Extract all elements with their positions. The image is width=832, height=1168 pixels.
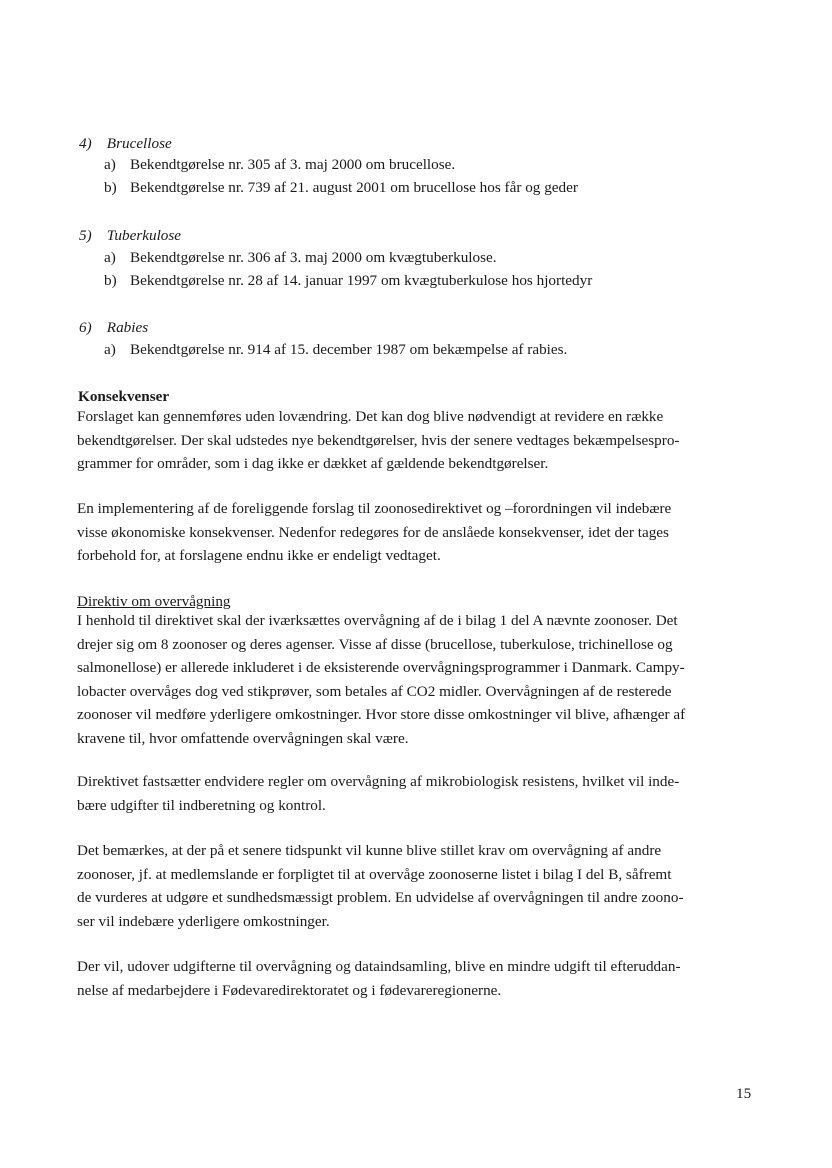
item-text: Bekendtgørelse nr. 306 af 3. maj 2000 om kvægtuberkulose. (130, 249, 497, 266)
list-title: Tuberkulose (106, 227, 182, 244)
item-text: Bekendtgørelse nr. 739 af 21. august 2001 om brucellose hos får og geder (130, 179, 578, 196)
item-text: Bekendtgørelse nr. 28 af 14. januar 1997 om kvægtuberkulose hos hjortedyr (130, 272, 593, 289)
paragraph (77, 770, 757, 817)
list-item (104, 271, 592, 291)
paragraph-line: Direktivet fastsætter endvidere regler om overvågning af mikrobiologisk resistens, hvilket vil inde- (77, 773, 680, 790)
paragraph-line: lobacter overvåges dog ved stikprøver, som betales af CO2 midler. Overvågningen af de resterede (77, 682, 672, 700)
paragraph-line: Forslaget kan gennemføres uden lovændring. Det kan dog blive nødvendigt at revidere en række (77, 408, 664, 425)
paragraph-line: En implementering af de foreliggende forslag til zoonosedirektivet og –forordningen vil indebære (77, 500, 672, 517)
paragraph-line: bekendtgørelser. Der skal udstedes nye bekendtgørelser, hvis der senere vedtages bekæmpelsespro- (77, 431, 680, 449)
paragraph-line: I henhold til direktivet skal der iværksættes overvågning af de i bilag 1 del A nævnte zoonoser. Det (77, 612, 678, 629)
paragraph-line: visse økonomiske konsekvenser. Nedenfor redegøres for de anslåede konsekvenser, idet der tages (77, 523, 669, 541)
paragraph-line: zoonoser vil medføre yderligere omkostninger. Hvor store disse omkostninger vil blive, afhænger af (77, 706, 686, 723)
item-letter: a) (104, 249, 116, 266)
paragraph-line: ser vil indebære yderligere omkostninger. (77, 912, 330, 930)
paragraph (77, 955, 757, 1002)
list-number: 6) (79, 319, 92, 336)
paragraph-line: kravene til, hvor omfattende overvågningen skal være. (77, 729, 409, 747)
paragraph-line: grammer for områder, som i dag ikke er dækket af gældende bekendtgørelser. (77, 455, 549, 472)
list-item (104, 178, 578, 198)
paragraph-line: salmonellose) er allerede inkluderet i de eksisterende overvågningsprogrammer i Danmark. Campy- (77, 659, 685, 676)
item-letter: a) (104, 156, 116, 173)
item-text: Bekendtgørelse nr. 305 af 3. maj 2000 om brucellose. (130, 156, 456, 173)
list-heading-brucellose (79, 134, 172, 154)
paragraph-line: de vurderes at udgøre et sundhedsmæssigt problem. En udvidelse af overvågningen til andre zoono- (77, 889, 684, 906)
paragraph-line: drejer sig om 8 zoonoser og deres agenser. Visse af disse (brucellose, tuberkulose, trichinellose og (77, 635, 673, 653)
list-title: Rabies (106, 319, 149, 336)
list-heading-rabies (79, 318, 148, 338)
paragraph-line: Der vil, udover udgifterne til overvågning og dataindsamling, blive en mindre udgift til efteruddan- (77, 958, 681, 975)
paragraph (77, 405, 757, 476)
list-item (104, 155, 455, 175)
paragraph (77, 497, 757, 568)
paragraph-line: bære udgifter til indberetning og kontrol. (77, 796, 326, 814)
paragraph (77, 609, 757, 750)
item-letter: b) (104, 179, 117, 196)
paragraph (77, 839, 757, 933)
paragraph-line: Det bemærkes, at der på et senere tidspunkt vil kunne blive stillet krav om overvågning af andre (77, 842, 662, 859)
paragraph-line: zoonoser, jf. at medlemslande er forpligtet til at overvåge zoonoserne listet i bilag I del B, såfremt (77, 865, 672, 883)
paragraph-line: nelse af medarbejdere i Fødevaredirektoratet og i fødevareregionerne. (77, 981, 502, 999)
list-item (104, 340, 567, 360)
list-item (104, 248, 497, 268)
paragraph-line: forbehold for, at forslagene endnu ikke er endeligt vedtaget. (77, 547, 441, 564)
item-letter: a) (104, 341, 116, 358)
list-heading-tuberkulose (79, 226, 181, 246)
list-number: 5) (79, 227, 92, 244)
page-number: 15 (736, 1085, 752, 1102)
heading-direktiv-om-overvaagning: Direktiv om overvågning (77, 593, 231, 610)
heading-konsekvenser: Konsekvenser (78, 388, 170, 405)
item-text: Bekendtgørelse nr. 914 af 15. december 1987 om bekæmpelse af rabies. (130, 341, 568, 358)
list-number: 4) (79, 135, 92, 152)
item-letter: b) (104, 272, 117, 289)
list-title: Brucellose (106, 135, 172, 152)
